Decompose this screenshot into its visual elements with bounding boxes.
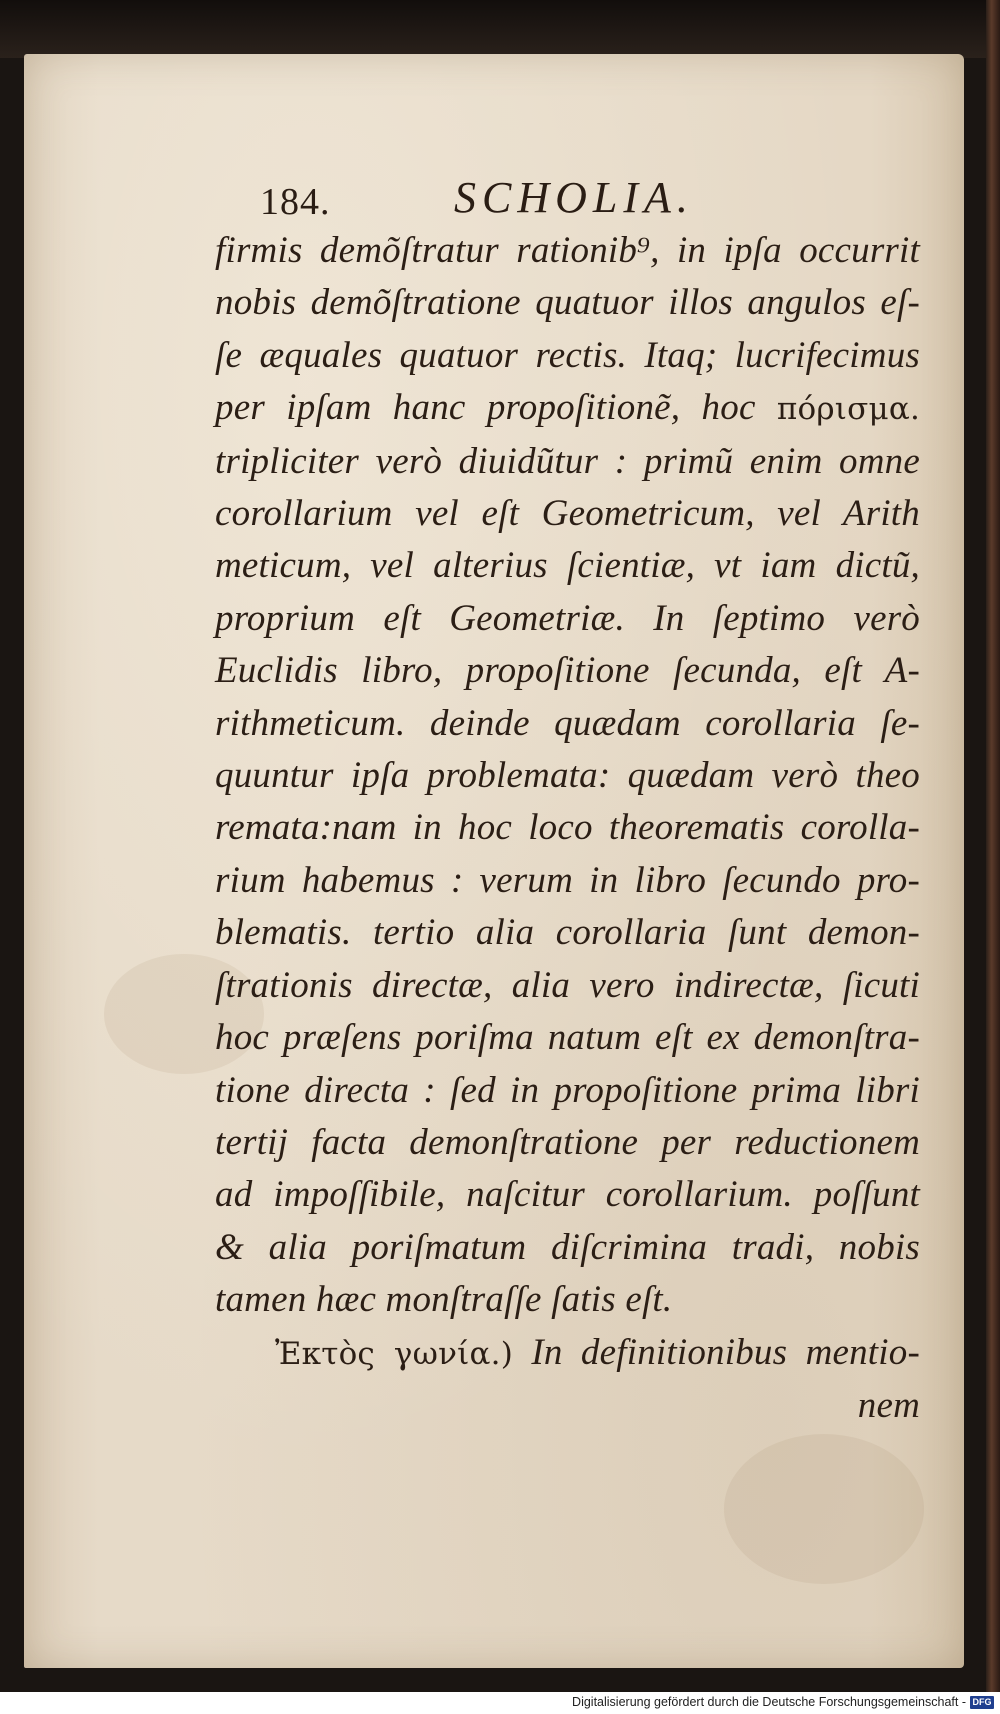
- text-line: rithmeticum. deinde quædam corollaria ſe-: [215, 702, 920, 744]
- text-segment: per ipſam hanc propoſitionẽ, hoc: [215, 387, 756, 429]
- text-line: ſe æquales quatuor rectis. Itaq; lucrifecimus: [215, 334, 920, 376]
- text-line: tamen hæc monſtraſſe ſatis eſt.: [215, 1279, 673, 1321]
- page-number: 184.: [260, 181, 331, 223]
- greek-word: πόρισμα.: [776, 391, 921, 428]
- text-line: Euclidis libro, propoſitione ſecunda, eſt A-: [215, 650, 920, 692]
- dfg-logo: DFG: [970, 1696, 994, 1709]
- text-line: proprium eſt Geometriæ. In ſeptimo verò: [215, 597, 920, 639]
- paragraph-start-line: [215, 1327, 920, 1380]
- text-line: nobis demõſtratione quatuor illos angulos eſ-: [215, 282, 920, 324]
- text-line: tripliciter verò diuidũtur : primũ enim omne: [215, 440, 920, 482]
- text-line: quuntur ipſa problemata: quædam verò theo: [215, 755, 920, 797]
- text-line: ad impoſſibile, naſcitur corollarium. poſſunt: [215, 1174, 920, 1216]
- book-top-edge: [0, 0, 1000, 58]
- greek-lemma: Ἐκτὸς γωνία.): [275, 1335, 514, 1372]
- digitization-footer: [0, 1692, 1000, 1714]
- text-line: corollarium vel eſt Geometricum, vel Arith: [215, 493, 920, 535]
- footer-credit: Digitalisierung gefördert durch die Deutsche Forschungsgemeinschaft -: [572, 1695, 966, 1709]
- text-line: hoc præſens poriſma natum eſt ex demonſtra-: [215, 1017, 920, 1059]
- text-line: & alia poriſmatum diſcrimina tradi, nobis: [215, 1226, 920, 1268]
- body-text: [215, 225, 921, 1432]
- text-line-with-greek: [215, 382, 920, 435]
- text-line: tertij facta demonſtratione per reductionem: [215, 1121, 920, 1163]
- catchword: nem: [857, 1384, 920, 1426]
- paper-stain: [724, 1434, 924, 1584]
- text-line: rium habemus : verum in libro ſecundo pro-: [215, 859, 920, 901]
- text-line: tione directa : ſed in propoſitione prima libri: [215, 1069, 920, 1111]
- text-line: meticum, vel alterius ſcientiæ, vt iam dictũ,: [215, 545, 920, 587]
- text-line: remata:nam in hoc loco theorematis corolla-: [215, 807, 920, 849]
- page-header: [24, 172, 964, 232]
- text-segment: In definitionibus mentio-: [531, 1331, 920, 1373]
- text-line: blematis. tertio alia corollaria ſunt demon-: [215, 912, 920, 954]
- text-line: ſtrationis directæ, alia vero indirectæ, ſicuti: [215, 964, 920, 1006]
- text-line: firmis demõſtratur rationib⁹, in ipſa occurrit: [215, 230, 920, 271]
- book-binding-edge: [986, 0, 1000, 1692]
- running-title: SCHOLIA.: [454, 173, 694, 222]
